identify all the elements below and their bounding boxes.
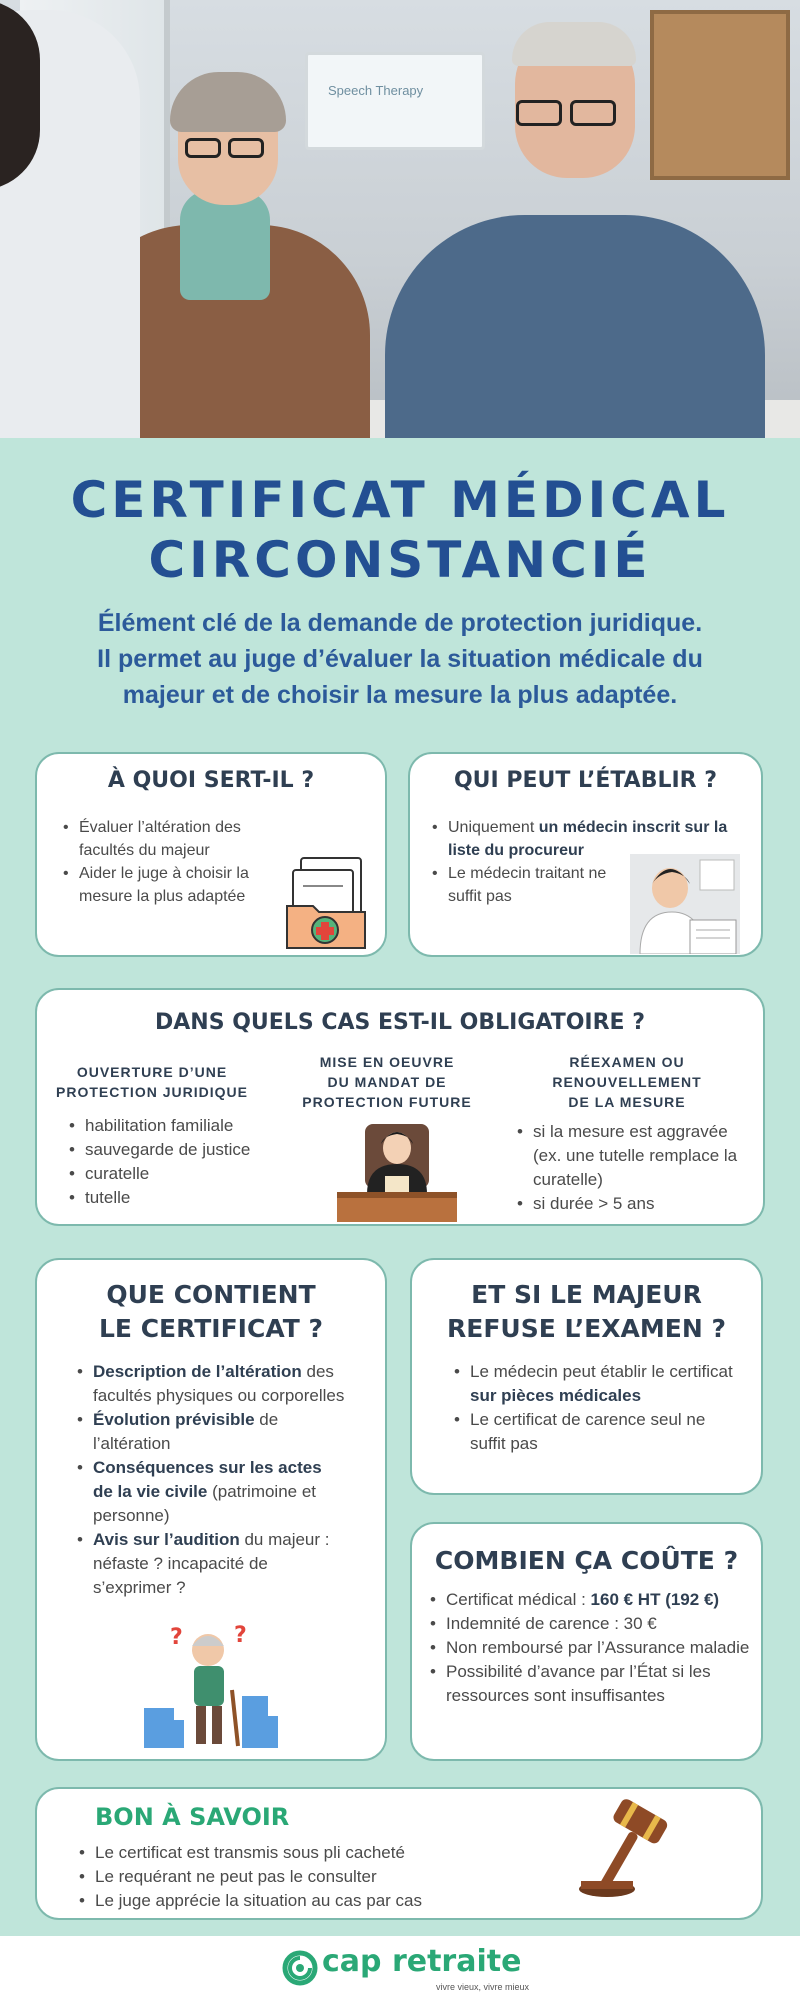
gavel-icon <box>577 1799 707 1909</box>
elderly-man-hair <box>512 22 636 66</box>
cap-retraite-logo-icon <box>282 1950 318 1986</box>
card-cost-title: COMBIEN ÇA COÛTE ? <box>434 1546 739 1575</box>
cork-board <box>650 10 790 180</box>
case-column-title-line: RENOUVELLEMENT <box>552 1074 702 1090</box>
list-item-text: Uniquement <box>448 819 539 836</box>
subtitle-line3: majeur et de choisir la mesure la plus adaptée. <box>122 681 678 709</box>
card-contents-list <box>75 1360 345 1600</box>
list-item-bold: Évolution prévisible <box>93 1410 255 1429</box>
card-contents-title-line: LE CERTIFICAT ? <box>98 1314 323 1343</box>
case-column-title-line: MISE EN OEUVRE <box>319 1054 455 1070</box>
card-refuse-title-line: ET SI LE MAJEUR <box>471 1280 702 1309</box>
list-item: • Aider le juge à choisir la mesure la plus adaptée <box>61 862 291 908</box>
brand-tagline: vivre vieux, vivre mieux <box>436 1982 530 1992</box>
page-title <box>0 470 800 590</box>
list-item: • Non remboursé par l’Assurance maladie <box>428 1636 758 1660</box>
card-purpose <box>35 752 387 957</box>
svg-text:?: ? <box>170 1625 183 1650</box>
list-item: • sauvegarde de justice <box>67 1138 277 1162</box>
glasses-icon <box>570 100 616 126</box>
case-column-title-line: PROTECTION FUTURE <box>302 1094 472 1110</box>
elderly-woman-hair <box>170 72 286 132</box>
judge-icon <box>337 1118 457 1222</box>
list-item-text: de l’altération <box>93 1410 279 1453</box>
list-item-bold: un médecin inscrit sur la liste du procureur <box>448 819 728 859</box>
list-item: • Le requérant ne peut pas le consulter <box>77 1865 597 1889</box>
list-item-bold: 160 € HT (192 €) <box>590 1590 720 1609</box>
subtitle-line1: Élément clé de la demande de protection juridique. <box>97 609 703 637</box>
case-column-title-line: DU MANDAT DE <box>327 1074 447 1090</box>
screen-text: Speech Therapy <box>328 83 424 98</box>
list-item-text: (patrimoine et personne) <box>93 1482 317 1525</box>
list-item-bold: Description de l’altération <box>93 1362 302 1381</box>
list-item: • Indemnité de carence : 30 € <box>428 1612 758 1636</box>
list-item: • tutelle <box>67 1186 277 1210</box>
card-tips-title: BON À SAVOIR <box>95 1803 290 1831</box>
list-item <box>452 1360 742 1408</box>
page-title-line2: CIRCONSTANCIÉ <box>148 531 652 589</box>
wall-screen <box>305 52 485 150</box>
list-item <box>75 1360 345 1408</box>
card-who-title: QUI PEUT L’ÉTABLIR ? <box>453 768 718 793</box>
case-column-title-line: DE LA MESURE <box>568 1094 686 1110</box>
card-cost-list <box>428 1588 758 1708</box>
list-item: • Le certificat est transmis sous pli cacheté <box>77 1841 597 1865</box>
list-item: • si durée > 5 ans <box>515 1192 755 1216</box>
list-item: • si la mesure est aggravée (ex. une tutelle remplace la curatelle) <box>515 1120 755 1192</box>
list-item: • habilitation familiale <box>67 1114 277 1138</box>
page-title-line1: CERTIFICAT MÉDICAL <box>70 471 730 529</box>
card-cases-title: DANS QUELS CAS EST-IL OBLIGATOIRE ? <box>155 1010 645 1035</box>
list-item: • Le médecin traitant ne suffit pas <box>430 862 610 908</box>
list-item <box>75 1528 345 1600</box>
card-contents-title-line: QUE CONTIENT <box>106 1280 316 1309</box>
case-column-title <box>527 1052 727 1112</box>
list-item: • Le certificat de carence seul ne suffit pas <box>452 1408 742 1456</box>
case-column-title <box>47 1062 257 1102</box>
card-cases <box>35 988 765 1226</box>
glasses-icon <box>516 100 562 126</box>
card-refuse-title-line: REFUSE L’EXAMEN ? <box>447 1314 726 1343</box>
subtitle-line2: Il permet au juge d’évaluer la situation médicale du <box>97 645 703 673</box>
card-contents <box>35 1258 387 1761</box>
brand-name: cap retraite <box>322 1944 522 1979</box>
glasses-icon <box>185 138 221 158</box>
list-item <box>428 1588 758 1612</box>
footer <box>0 1936 800 2000</box>
card-refuse-title <box>412 1278 761 1346</box>
list-item <box>75 1456 345 1528</box>
doctor-writing-icon <box>630 854 740 954</box>
card-who <box>408 752 763 957</box>
card-tips-list <box>77 1841 597 1913</box>
card-contents-title <box>37 1278 385 1346</box>
list-item: • Le juge apprécie la situation au cas par cas <box>77 1889 597 1913</box>
list-item <box>75 1408 345 1456</box>
case-column-title-line: PROTECTION JURIDIQUE <box>56 1084 248 1100</box>
card-refuse <box>410 1258 763 1495</box>
hero-photo <box>0 0 800 438</box>
case-column-list <box>515 1120 755 1216</box>
list-item-text: Le médecin peut établir le certificat <box>470 1362 733 1381</box>
list-item-text: des facultés physiques ou corporelles <box>93 1362 345 1405</box>
page-subtitle <box>40 605 760 713</box>
svg-text:?: ? <box>234 1623 247 1648</box>
list-item-bold: sur pièces médicales <box>470 1386 642 1405</box>
list-item-text: Certificat médical : <box>446 1590 591 1609</box>
card-refuse-list <box>452 1360 742 1456</box>
list-item-text: du majeur : néfaste ? incapacité de s’exprimer ? <box>93 1530 330 1597</box>
card-purpose-title: À QUOI SERT-IL ? <box>107 768 315 793</box>
case-column-list <box>67 1114 277 1210</box>
card-purpose-list <box>61 816 291 908</box>
case-column-title-line: RÉEXAMEN OU <box>569 1054 685 1070</box>
case-column-title-line: OUVERTURE D’UNE <box>76 1064 228 1080</box>
confused-elderly-man-icon <box>142 1620 282 1750</box>
case-column-title <box>287 1052 487 1112</box>
card-cost <box>410 1522 763 1761</box>
glasses-icon <box>228 138 264 158</box>
list-item-bold: Conséquences sur les actes de la vie civile <box>93 1458 322 1501</box>
list-item-bold: Avis sur l’audition <box>93 1530 240 1549</box>
list-item: • Évaluer l’altération des facultés du majeur <box>61 816 291 862</box>
list-item: • curatelle <box>67 1162 277 1186</box>
card-tips <box>35 1787 763 1920</box>
elderly-woman-sweater <box>180 190 270 300</box>
list-item: • Possibilité d’avance par l’État si les ressources sont insuffisantes <box>428 1660 758 1708</box>
medical-folder-icon <box>285 856 369 950</box>
elderly-man <box>385 215 765 438</box>
